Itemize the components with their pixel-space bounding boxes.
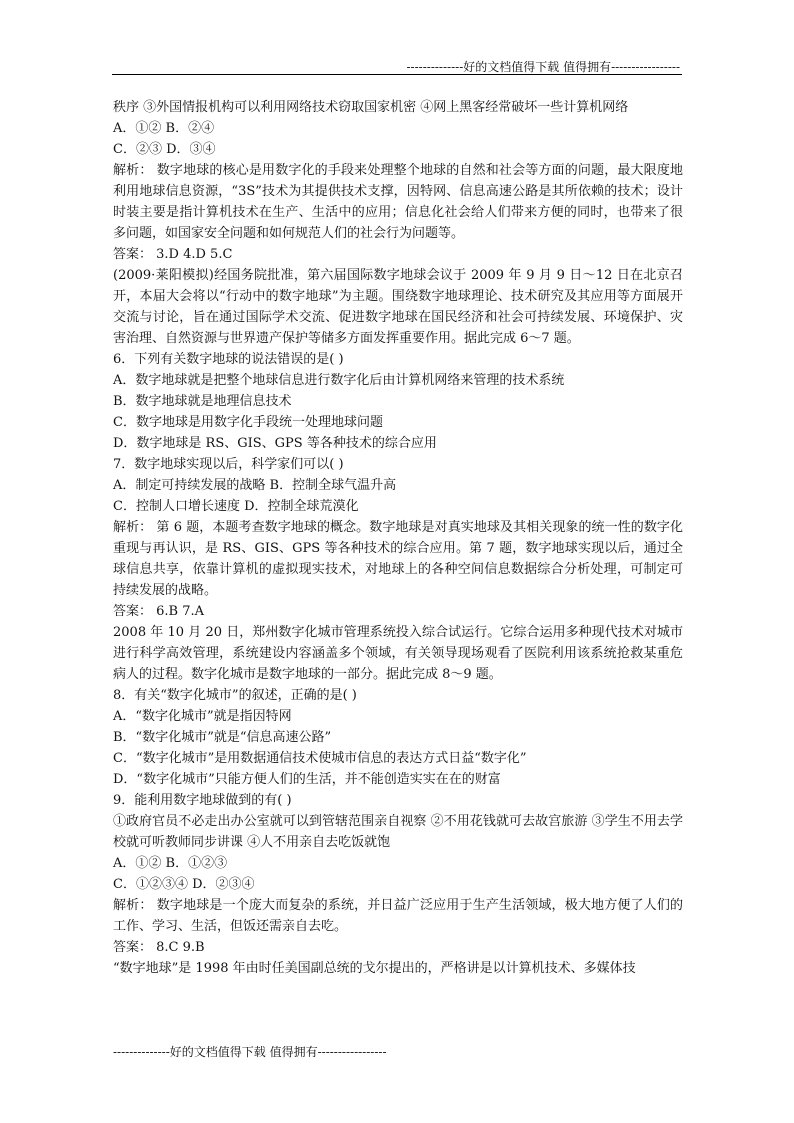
paragraph: 9．能利用数字地球做到的有( ) <box>113 793 292 808</box>
paragraph: C．②③ D．③④ <box>113 142 216 157</box>
paragraph: C．①②③④ D．②③④ <box>113 877 255 892</box>
paragraph: 2008 年 10 月 20 日，郑州数字化城市管理系统投入综合试运行。它综合运用多种现代技术对城市进行科学高效管理，系统建设内容涵盖多个领域，有关领导现场观看了医院利用该系统抢救某重危病人的过程。数字化城市是数字地球的一部分。据此完成 8～9 题。 <box>113 625 683 682</box>
paragraph: 解析： 数字地球的核心是用数字化的手段来处理整个地球的自然和社会等方面的问题，最大限度地利用地球信息资源，“3S”技术为其提供技术支撑，因特网、信息高速公路是其所依赖的技术；设计时装主要是指计算机技术在生产、生活中的应用；信息化社会给人们带来方便的同时，也带来了很多问题，如国家安全问题和如何规范人们的社会行为问题等。 <box>113 163 683 241</box>
paragraph: C．数字地球是用数字化手段统一处理地球问题 <box>113 415 383 430</box>
paragraph: 6．下列有关数字地球的说法错误的是( ) <box>113 352 344 367</box>
header-divider <box>112 74 682 75</box>
paragraph: B．“数字化城市”就是“信息高速公路” <box>113 730 332 745</box>
document-body <box>113 97 683 979</box>
paragraph: 秩序 ③外国情报机构可以利用网络技术窃取国家机密 ④网上黑客经常破坏一些计算机网络 <box>113 100 629 115</box>
paragraph: 解析： 第 6 题，本题考查数字地球的概念。数字地球是对真实地球及其相关现象的统一性的数字化重现与再认识，是 RS、GIS、GPS 等各种技术的综合应用。第 7 题，数字地球实现以后，通过全球信息共享，依靠计算机的虚拟现实技术，对地球上的各种空间信息数据综合分析处理，可制定可持续发展的战略。 <box>113 520 683 598</box>
paragraph: 8．有关“数字化城市”的叙述，正确的是( ) <box>113 688 357 703</box>
paragraph: A．数字地球就是把整个地球信息进行数字化后由计算机网络来管理的技术系统 <box>113 373 565 388</box>
paragraph: D．数字地球是 RS、GIS、GPS 等各种技术的综合应用 <box>113 436 437 451</box>
paragraph: C．“数字化城市”是用数据通信技术使城市信息的表达方式日益“数字化” <box>113 751 527 766</box>
paragraph: B．数字地球就是地理信息技术 <box>113 394 292 409</box>
page-footer: --------------好的文档值得下载 值得拥有----------------- <box>113 1045 387 1059</box>
paragraph: ①政府官员不必走出办公室就可以到管辖范围亲自视察 ②不用花钱就可去故宫旅游 ③学生不用去学校就可听教师同步讲课 ④人不用亲自去吃饭就饱 <box>113 814 683 850</box>
paragraph: 7．数字地球实现以后，科学家们可以( ) <box>113 457 344 472</box>
paragraph: A．“数字化城市”就是指因特网 <box>113 709 292 724</box>
paragraph: 答案： 3.D 4.D 5.C <box>113 247 233 262</box>
paragraph: A．①② B．②④ <box>113 121 215 136</box>
paragraph: A．制定可持续发展的战略 B．控制全球气温升高 <box>113 478 397 493</box>
paragraph: D．“数字化城市”只能方便人们的生活，并不能创造实实在在的财富 <box>113 772 501 787</box>
paragraph: 答案： 8.C 9.B <box>113 940 205 955</box>
paragraph: C．控制人口增长速度 D．控制全球荒漠化 <box>113 499 359 514</box>
paragraph: (2009·莱阳模拟)经国务院批准，第六届国际数字地球会议于 2009 年 9 月 9 日～12 日在北京召开，本届大会将以“行动中的数字地球”为主题。围绕数字地球理论、技术研究及其应用等方面展开交流与讨论，旨在通过国际学术交流、促进数字地球在国民经济和社会可持续发展、环境保护、灾害治理、自然资源与世界遗产保护等储多方面发挥重要作用。据此完成 6～7 题。 <box>113 268 683 346</box>
paragraph: 解析： 数字地球是一个庞大而复杂的系统，并日益广泛应用于生产生活领域，极大地方便了人们的工作、学习、生活，但饭还需亲自去吃。 <box>113 898 683 934</box>
paragraph: A．①② B．①②③ <box>113 856 228 871</box>
page-header: --------------好的文档值得下载 值得拥有----------------- <box>406 60 680 74</box>
paragraph: “数字地球”是 1998 年由时任美国副总统的戈尔提出的，严格讲是以计算机技术、多媒体技 <box>113 961 636 976</box>
paragraph: 答案： 6.B 7.A <box>113 604 205 619</box>
